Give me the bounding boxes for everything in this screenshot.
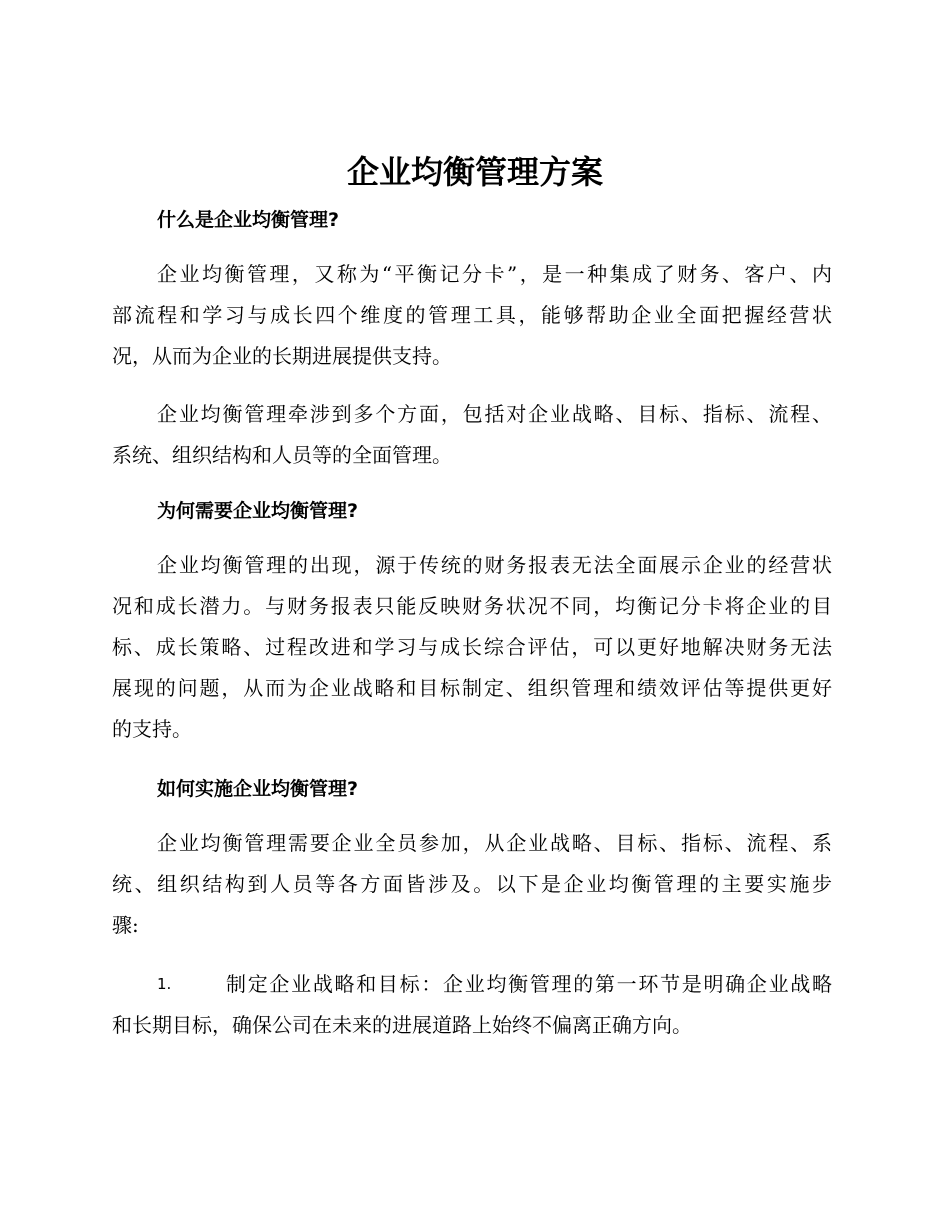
section-heading-how: 如何实施企业均衡管理? [157, 778, 359, 800]
paragraph-line: 标、成长策略、过程改进和学习与成长综合评估，可以更好地解决财务无法 [112, 635, 832, 659]
list-item-first-line: 制定企业战略和目标：企业均衡管理的第一环节是明确企业战略 [226, 972, 832, 996]
paragraph-line: 况，从而为企业的长期进展提供支持。 [112, 344, 452, 368]
list-item-number: 1. [157, 975, 172, 993]
paragraph-line: 企业均衡管理需要企业全员参加，从企业战略、目标、指标、流程、系 [157, 831, 832, 855]
list-item-continuation-line: 和长期目标，确保公司在未来的进展道路上始终不偏离正确方向。 [112, 1013, 692, 1037]
paragraph-line: 况和成长潜力。与财务报表只能反映财务状况不同，均衡记分卡将企业的目 [112, 594, 832, 618]
paragraph-implementation [112, 823, 832, 946]
paragraph-scope [112, 394, 832, 476]
paragraph-line: 部流程和学习与成长四个维度的管理工具，能够帮助企业全面把握经营状 [112, 303, 832, 327]
paragraph-definition [112, 254, 832, 377]
document-title: 企业均衡管理方案 [346, 153, 603, 191]
paragraph-line: 企业均衡管理牵涉到多个方面，包括对企业战略、目标、指标、流程、 [157, 402, 832, 426]
paragraph-line: 系统、组织结构和人员等的全面管理。 [112, 443, 452, 467]
paragraph-line: 骤: [112, 913, 139, 937]
paragraph-line: 统、组织结构到人员等各方面皆涉及。以下是企业均衡管理的主要实施步 [112, 872, 832, 896]
paragraph-line: 企业均衡管理的出现，源于传统的财务报表无法全面展示企业的经营状 [157, 553, 832, 577]
paragraph-line: 的支持。 [112, 717, 192, 741]
paragraph-line: 企业均衡管理，又称为“平衡记分卡”，是一种集成了财务、客户、内 [157, 262, 832, 286]
paragraph-line: 展现的问题，从而为企业战略和目标制定、组织管理和绩效评估等提供更好 [112, 676, 832, 700]
paragraph-reason [112, 545, 832, 750]
section-heading-what: 什么是企业均衡管理? [157, 209, 340, 231]
section-heading-why: 为何需要企业均衡管理? [157, 500, 359, 522]
